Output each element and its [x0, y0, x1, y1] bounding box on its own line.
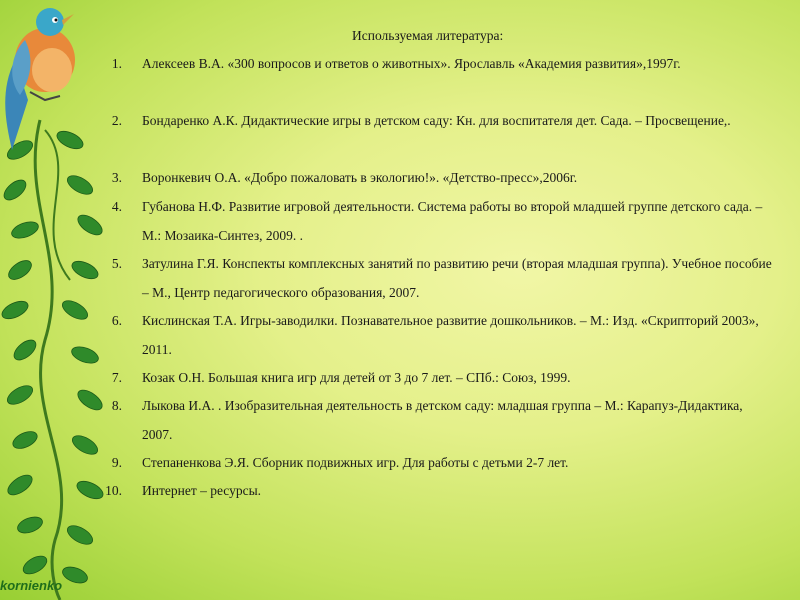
list-item-number: 8.	[111, 398, 122, 413]
list-item-text: Губанова Н.Ф. Развитие игровой деятельности. Система работы во второй младшей группе детского сада. – М.: Мозаика-Синтез, 2009. .	[142, 199, 763, 243]
list-item-text: Воронкевич О.А. «Добро пожаловать в экологию!». «Детство-пресс»,2006г.	[142, 170, 578, 185]
list-item-number: 5.	[111, 256, 122, 271]
page-title: Используемая литература:	[352, 28, 504, 43]
list-item-number: 6.	[111, 313, 122, 328]
list-item-text: Интернет – ресурсы.	[142, 483, 262, 498]
bird-icon	[5, 8, 75, 150]
list-item-text: Козак О.Н. Большая книга игр для детей от 3 до 7 лет. – СПб.: Союз, 1999.	[142, 370, 571, 385]
list-item-number: 1.	[111, 56, 122, 71]
list-item-number: 4.	[111, 199, 122, 214]
list-item-number: 3.	[111, 170, 122, 185]
list-item-text: Лыкова И.А. . Изобразительная деятельность в детском саду: младшая группа – М.: Карапуз-Дидактика, 2007.	[142, 398, 743, 442]
list-item-number: 7.	[111, 370, 122, 385]
list-item-number: 9.	[111, 455, 122, 470]
list-item-text: Бондаренко А.К. Дидактические игры в детском саду: Кн. для воспитателя дет. Сада. – Просвещение,.	[142, 113, 731, 128]
watermark: kornienko	[0, 578, 63, 593]
list-item-text: Алексеев В.А. «300 вопросов и ответов о животных». Ярославль «Академия развития»,1997г.	[142, 56, 681, 71]
list-item-text: Степаненкова Э.Я. Сборник подвижных игр. Для работы с детьми 2-7 лет.	[142, 455, 569, 470]
list-item-text: Затулина Г.Я. Конспекты комплексных занятий по развитию речи (вторая младшая группа). Учебное пособие – М., Центр педагогического образования, 2007.	[142, 256, 772, 300]
list-item-text: Кислинская Т.А. Игры-заводилки. Познавательное развитие дошкольников. – М.: Изд. «Скрипторий 2003», 2011.	[142, 313, 759, 357]
list-item-number: 10.	[105, 483, 122, 498]
list-item-number: 2.	[111, 113, 122, 128]
